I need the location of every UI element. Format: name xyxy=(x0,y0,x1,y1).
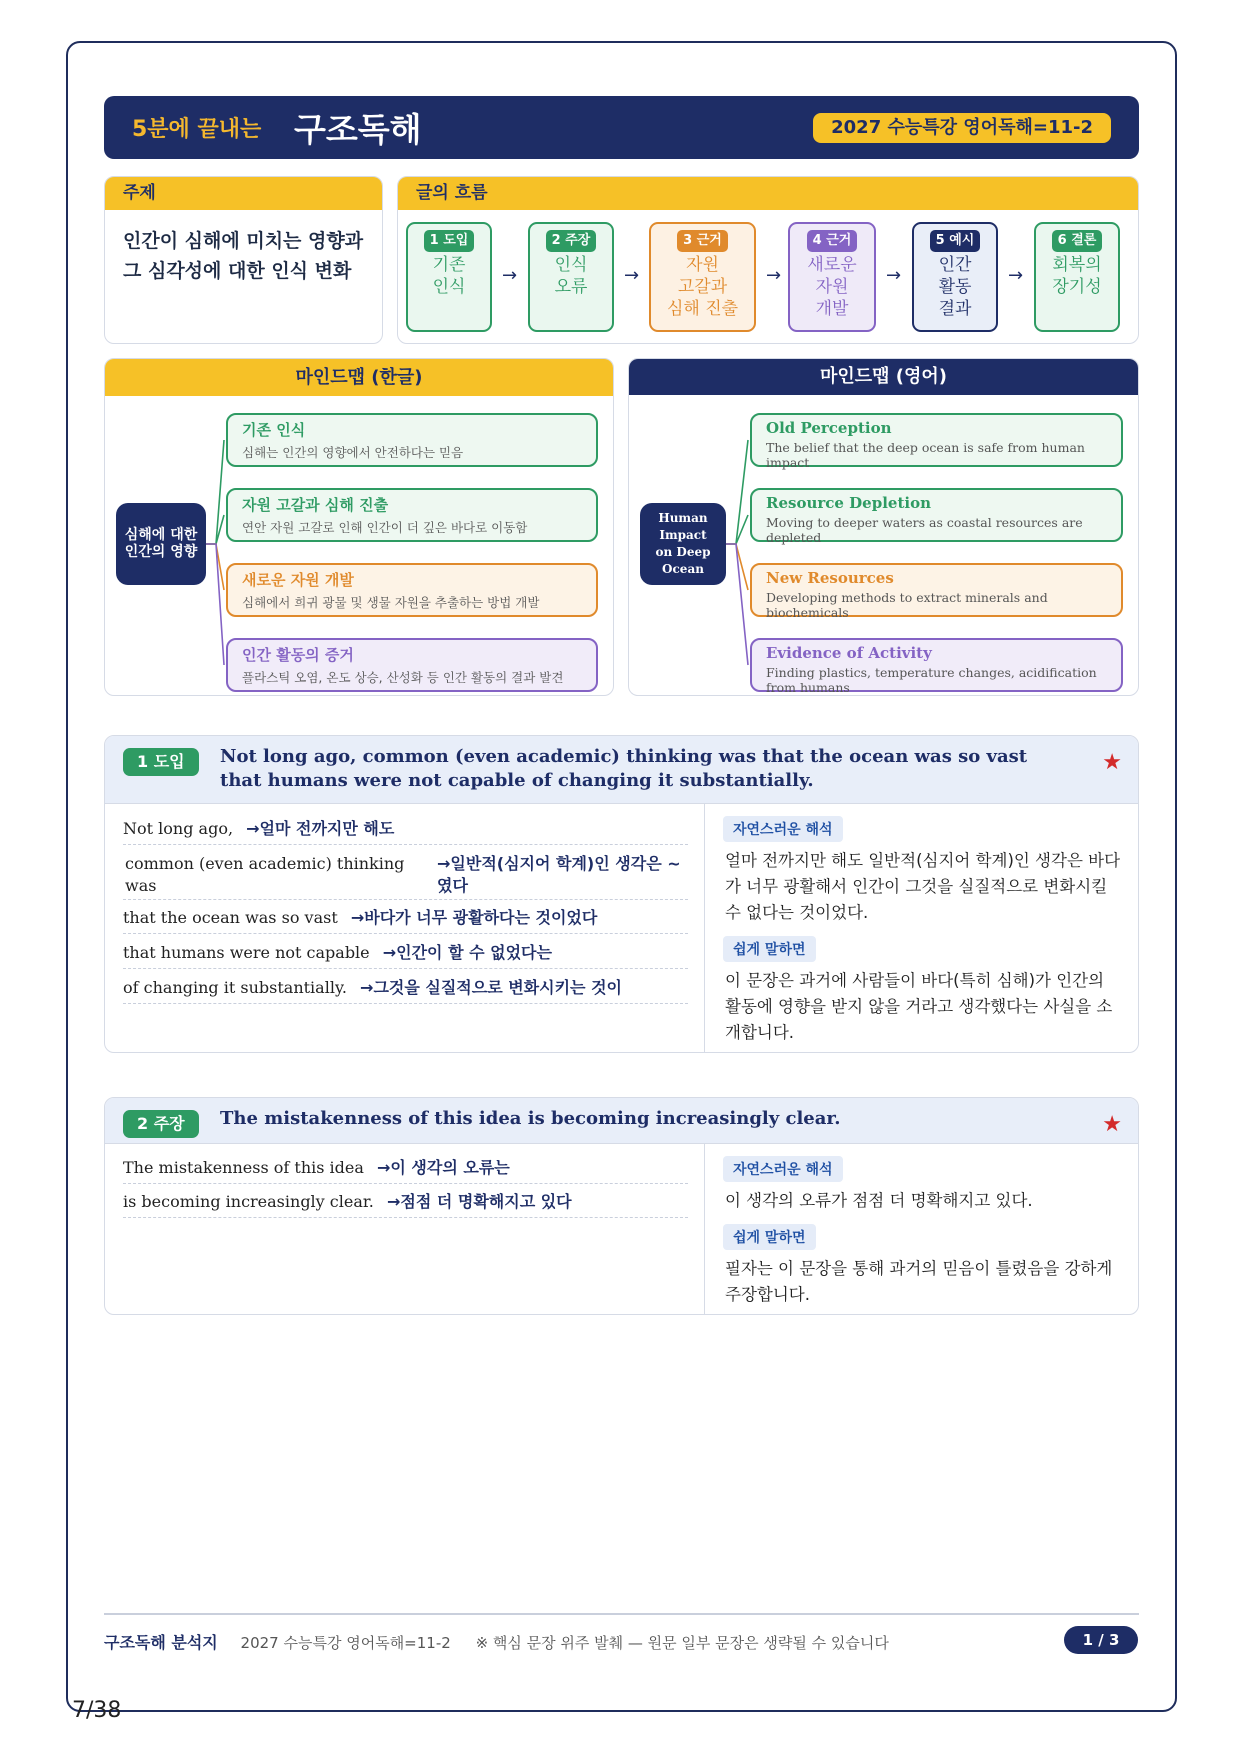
chunk-english: common (even academic) thinking was xyxy=(125,854,405,895)
mindmap-en-title: 마인드맵 (영어) xyxy=(629,359,1138,395)
section-sentence: The mistakenness of this idea is becoming increasingly clear. xyxy=(220,1108,841,1129)
mindmap-node xyxy=(750,488,1123,545)
chunk-list xyxy=(105,1144,705,1315)
flow-step-badge: 4 근거 xyxy=(807,230,858,252)
header-banner xyxy=(104,96,1139,159)
easy-label: 쉽게 말하면 xyxy=(723,936,816,962)
flow-step xyxy=(788,222,876,332)
chunk-english: Not long ago, xyxy=(123,819,234,838)
flow-step-text: 기존 인식 xyxy=(432,255,466,297)
chunk-english: of changing it substantially. xyxy=(123,978,347,997)
mindmap-node xyxy=(226,413,598,467)
mindmap-node-desc: 심해는 인간의 영향에서 안전하다는 믿음 xyxy=(242,445,464,460)
flow-step xyxy=(649,222,756,332)
star-icon: ★ xyxy=(1102,1112,1122,1137)
flow-step-text: 회복의 장기성 xyxy=(1052,255,1102,297)
mindmap-node xyxy=(750,563,1123,620)
flow-step xyxy=(1034,222,1120,332)
mindmap-node-desc: Developing methods to extract minerals and biochemicals xyxy=(766,590,1048,620)
mindmap-node-desc: 플라스틱 오염, 온도 상승, 산성화 등 인간 활동의 결과 발견 xyxy=(242,670,564,685)
easy-explanation: 필자는 이 문장을 통해 과거의 믿음이 틀렸음을 강하게 주장합니다. xyxy=(725,1259,1113,1304)
header-subtitle: 5분에 끝내는 xyxy=(132,117,262,142)
source-tag: 2027 수능특강 영어독해=11-2 xyxy=(813,113,1111,143)
mindmap-node-title: Old Perception xyxy=(766,419,892,437)
mindmap-node xyxy=(750,413,1123,470)
flow-card xyxy=(397,176,1139,344)
topic-card xyxy=(104,176,383,344)
chunk-korean: →인간이 할 수 없었다는 xyxy=(382,943,552,962)
mindmap-node-title: 기존 인식 xyxy=(242,421,306,439)
section-header xyxy=(105,736,1138,804)
easy-explanation: 이 문장은 과거에 사람들이 바다(특히 심해)가 인간의 활동에 영향을 받지 않을 거라고 생각했다는 사실을 소개합니다. xyxy=(725,971,1113,1042)
chunk-list xyxy=(105,804,705,1053)
mindmap-node xyxy=(226,488,598,542)
flow-step-text: 자원 고갈과 심해 진출 xyxy=(666,255,739,319)
star-icon: ★ xyxy=(1102,750,1122,775)
mindmap-node-desc: 심해에서 희귀 광물 및 생물 자원을 추출하는 방법 개발 xyxy=(242,595,540,610)
section-body xyxy=(105,804,1138,1053)
flow-step-text: 인간 활동 결과 xyxy=(938,255,972,319)
mindmap-node xyxy=(226,638,598,692)
chunk-row xyxy=(123,847,688,900)
mindmap-center: 심해에 대한 인간의 영향 xyxy=(116,503,206,585)
chunk-english: that the ocean was so vast xyxy=(123,908,338,927)
mindmap-node-desc: The belief that the deep ocean is safe from human impact xyxy=(766,440,1085,470)
chunk-row xyxy=(123,1152,688,1184)
mindmap-node-desc: 연안 자원 고갈로 인해 인간이 더 깊은 바다로 이동함 xyxy=(242,520,528,535)
chunk-row xyxy=(123,936,688,969)
flow-step-badge: 1 도입 xyxy=(424,230,475,252)
section-badge: 2 주장 xyxy=(123,1110,199,1138)
chunk-row xyxy=(123,812,688,845)
footer-brand: 구조독해 분석지 xyxy=(104,1633,218,1652)
flow-step-badge: 5 예시 xyxy=(930,230,981,252)
section-body xyxy=(105,1144,1138,1315)
mindmap-center: Human Impact on Deep Ocean xyxy=(640,503,726,585)
chunk-korean: →얼마 전까지만 해도 xyxy=(246,819,395,838)
chunk-english: is becoming increasingly clear. xyxy=(123,1192,374,1211)
flow-arrow-icon: → xyxy=(886,265,902,286)
mindmap-node-desc: Finding plastics, temperature changes, acidification from humans xyxy=(766,665,1097,695)
interpretation-panel xyxy=(705,1144,1138,1315)
sentence-section xyxy=(104,735,1139,1053)
footer xyxy=(104,1630,889,1653)
mindmap-node xyxy=(226,563,598,617)
chunk-korean: →점점 더 명확해지고 있다 xyxy=(386,1192,572,1211)
chunk-row xyxy=(123,971,688,1004)
mindmap-node-title: Resource Depletion xyxy=(766,494,931,512)
footer-source: 2027 수능특강 영어독해=11-2 xyxy=(240,1634,451,1652)
footer-page-indicator: 1 / 3 xyxy=(1064,1626,1138,1654)
mindmap-ko-title: 마인드맵 (한글) xyxy=(105,359,613,396)
mindmap-node-title: Evidence of Activity xyxy=(766,644,932,662)
flow-step xyxy=(406,222,492,332)
mindmap-node-title: 자원 고갈과 심해 진출 xyxy=(242,496,389,514)
natural-label: 자연스러운 해석 xyxy=(723,816,843,842)
easy-label: 쉽게 말하면 xyxy=(723,1224,816,1250)
topic-text: 인간이 심해에 미치는 영향과 그 심각성에 대한 인식 변화 xyxy=(123,230,364,282)
natural-translation: 얼마 전까지만 해도 일반적(심지어 학계)인 생각은 바다가 너무 광활해서 인간이 그것을 실질적으로 변화시킬 수 없다는 것이었다. xyxy=(725,851,1121,922)
chunk-english: The mistakenness of this idea xyxy=(123,1158,364,1177)
flow-step-text: 새로운 자원 개발 xyxy=(807,255,857,319)
header-title: 구조독해 xyxy=(294,110,422,149)
footer-divider xyxy=(104,1613,1139,1615)
mindmap-node-title: 새로운 자원 개발 xyxy=(242,571,354,589)
section-sentence: Not long ago, common (even academic) thinking was that the ocean was so vast that humans were not capable of changing it substantially. xyxy=(220,746,1028,791)
chunk-english: that humans were not capable xyxy=(123,943,370,962)
page-number: 7/38 xyxy=(72,1698,122,1723)
natural-label: 자연스러운 해석 xyxy=(723,1156,843,1182)
flow-step-badge: 3 근거 xyxy=(677,230,728,252)
flow-step xyxy=(528,222,614,332)
chunk-row xyxy=(123,1186,688,1218)
section-badge: 1 도입 xyxy=(123,748,199,776)
flow-step-badge: 2 주장 xyxy=(546,230,597,252)
mindmap-node-title: 인간 활동의 증거 xyxy=(242,646,354,664)
mindmap-node-desc: Moving to deeper waters as coastal resources are depleted xyxy=(766,515,1083,545)
chunk-row xyxy=(123,902,688,934)
chunk-korean: →바다가 너무 광활하다는 것이었다 xyxy=(350,908,598,927)
flow-arrow-icon: → xyxy=(624,265,640,286)
natural-translation: 이 생각의 오류가 점점 더 명확해지고 있다. xyxy=(725,1191,1033,1210)
flow-step-text: 인식 오류 xyxy=(554,255,588,297)
sentence-section xyxy=(104,1097,1139,1315)
topic-label: 주제 xyxy=(105,177,382,210)
footer-note: ※ 핵심 문장 위주 발췌 — 원문 일부 문장은 생략될 수 있습니다 xyxy=(475,1634,889,1652)
mindmap-node-title: New Resources xyxy=(766,569,894,587)
section-header xyxy=(105,1098,1138,1144)
flow-label: 글의 흐름 xyxy=(398,177,1138,210)
interpretation-panel xyxy=(705,804,1138,1053)
mindmap-node xyxy=(750,638,1123,695)
flow-step xyxy=(912,222,998,332)
chunk-korean: →일반적(심지어 학계)인 생각은 ~였다 xyxy=(437,854,681,895)
chunk-korean: →이 생각의 오류는 xyxy=(377,1158,510,1177)
flow-arrow-icon: → xyxy=(1008,265,1024,286)
flow-arrow-icon: → xyxy=(502,265,518,286)
chunk-korean: →그것을 실질적으로 변화시키는 것이 xyxy=(360,978,622,997)
flow-arrow-icon: → xyxy=(766,265,782,286)
flow-step-badge: 6 결론 xyxy=(1052,230,1103,252)
